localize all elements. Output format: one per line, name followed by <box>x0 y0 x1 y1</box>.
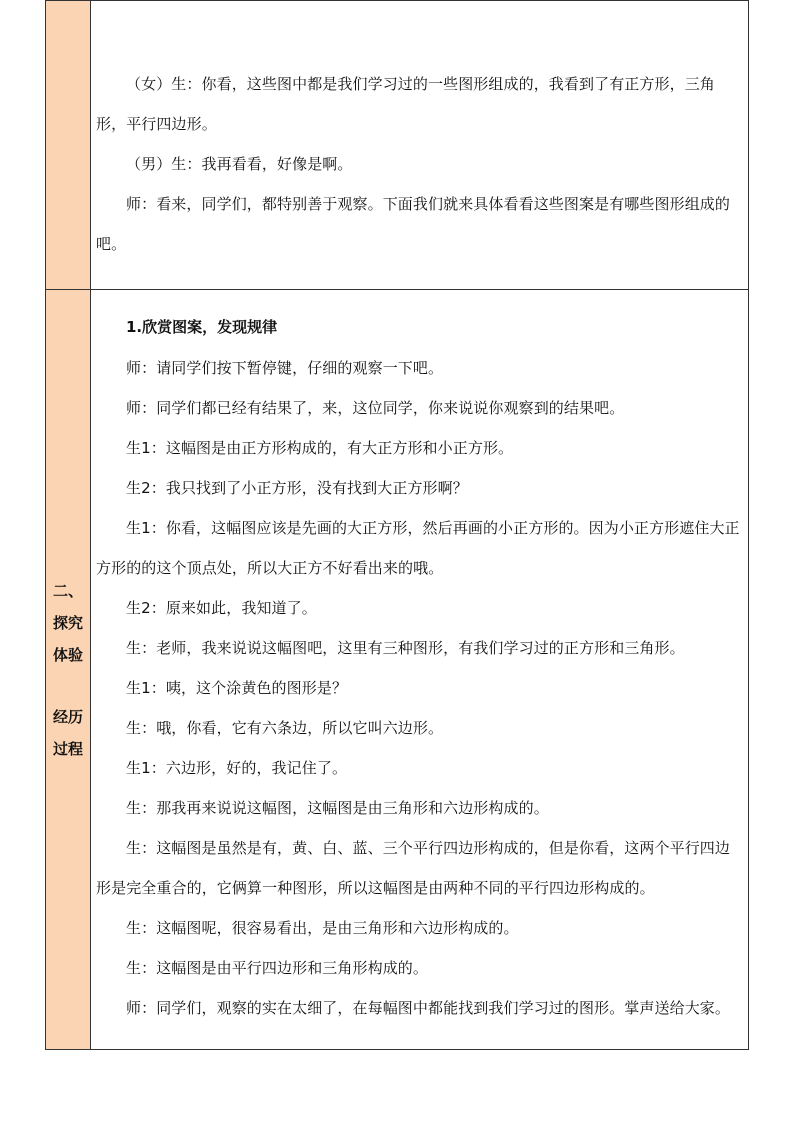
dialogue-line: 生1：你看，这幅图应该是先画的大正方形，然后再画的小正方形的。因为小正方形遮住大正方形的的这个顶点处，所以大正方不好看出来的哦。 <box>96 519 740 577</box>
section-one-label-cell <box>46 1 91 290</box>
dialogue-line: 师：同学们，观察的实在太细了，在每幅图中都能找到我们学习过的图形。掌声送给大家。 <box>126 999 731 1017</box>
lesson-plan-table <box>45 0 749 1050</box>
section-two-label <box>46 575 90 765</box>
dialogue-line: 师：看来，同学们，都特别善于观察。下面我们就来具体看看这些图案是有哪些图形组成的吧。 <box>96 195 731 253</box>
section-label-line: 二、 <box>52 581 83 600</box>
dialogue-line: 生：这幅图是虽然是有，黄、白、蓝、三个平行四边形构成的，但是你看，这两个平行四边形是完全重合的，它俩算一种图形，所以这幅图是由两种不同的平行四边形构成的。 <box>96 839 731 897</box>
dialogue-line: 生2：我只找到了小正方形，没有找到大正方形啊？ <box>126 479 468 497</box>
section-label-line: 探究 <box>52 613 83 632</box>
dialogue-line: 生1：六边形，好的，我记住了。 <box>126 759 348 777</box>
section-heading: 1.欣赏图案，发现规律 <box>126 318 278 336</box>
dialogue-line: 生2：原来如此，我知道了。 <box>126 599 317 617</box>
section-two-label-cell <box>46 290 91 1050</box>
dialogue-line: 师：同学们都已经有结果了，来，这位同学，你来说说你观察到的结果吧。 <box>126 399 625 417</box>
section-one-dialogue <box>91 1 748 264</box>
dialogue-line: （男）生：我再看看，好像是啊。 <box>126 155 353 173</box>
dialogue-line: （女）生：你看，这些图中都是我们学习过的一些图形组成的，我看到了有正方形，三角形，平行四边形。 <box>96 75 715 133</box>
table-row-section-two <box>46 290 749 1050</box>
dialogue-line: 生：这幅图呢，很容易看出，是由三角形和六边形构成的。 <box>126 919 519 937</box>
dialogue-line: 生1：咦，这个涂黄色的图形是？ <box>126 679 348 697</box>
section-label-line: 体验 <box>52 645 83 664</box>
section-label-line: 过程 <box>52 739 83 758</box>
dialogue-line: 生：这幅图是由平行四边形和三角形构成的。 <box>126 959 429 977</box>
section-two-dialogue <box>91 290 748 1028</box>
section-label-line: 经历 <box>52 707 83 726</box>
section-one-content-cell <box>91 1 749 290</box>
section-two-content-cell <box>91 290 749 1050</box>
table-row-section-one <box>46 1 749 290</box>
dialogue-line: 生1：这幅图是由正方形构成的，有大正方形和小正方形。 <box>126 439 514 457</box>
dialogue-line: 生：老师，我来说说这幅图吧，这里有三种图形，有我们学习过的正方形和三角形。 <box>126 639 685 657</box>
dialogue-line: 生：那我再来说说这幅图，这幅图是由三角形和六边形构成的。 <box>126 799 549 817</box>
dialogue-line: 师：请同学们按下暂停键，仔细的观察一下吧。 <box>126 359 444 377</box>
dialogue-line: 生：哦，你看，它有六条边，所以它叫六边形。 <box>126 719 444 737</box>
